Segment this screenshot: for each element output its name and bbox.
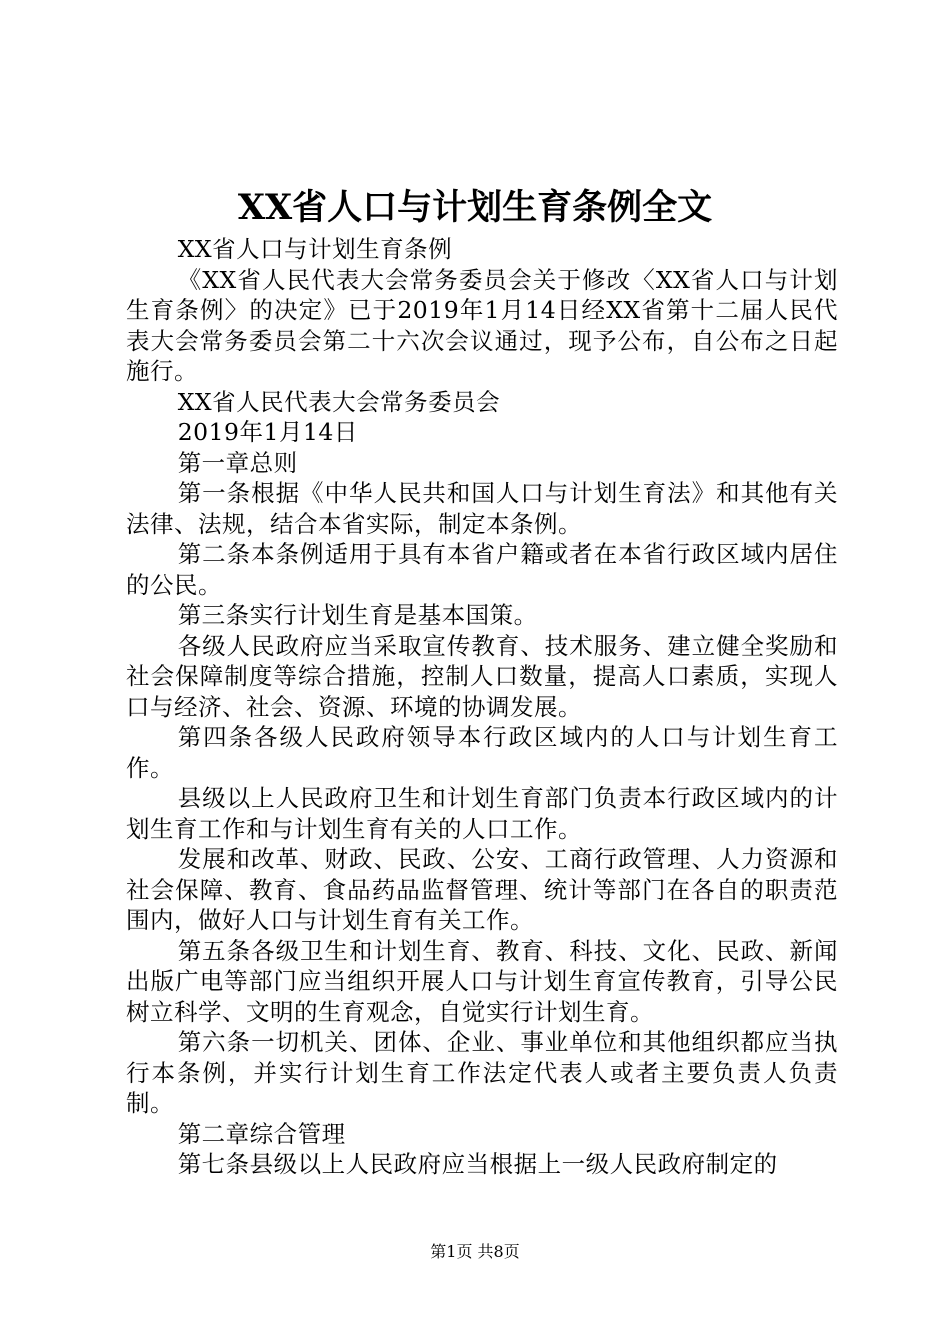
article-paragraph: 第三条实行计划生育是基本国策。 bbox=[177, 601, 538, 629]
document-title: XX省人口与计划生育条例全文 bbox=[237, 187, 713, 228]
paragraph-announcement: 《XX省人民代表大会常务委员会关于修改〈XX省人口与计划生育条例〉的决定》已于2019年1月14日经XX省第十二届人民代表大会常务委员会第二十六次会议通过，现予公布，自公布之日起施行。 bbox=[126, 265, 838, 385]
article-paragraph: 县级以上人民政府卫生和计划生育部门负责本行政区域内的计划生育工作和与计划生育有关的人口工作。 bbox=[126, 784, 838, 843]
article-paragraph: 第六条一切机关、团体、企业、事业单位和其他组织都应当执行本条例，并实行计划生育工作法定代表人或者主要负责人负责制。 bbox=[126, 1028, 838, 1117]
page-number-footer: 第1页 共8页 bbox=[430, 1242, 520, 1261]
paragraph-subtitle: XX省人口与计划生育条例 bbox=[177, 235, 453, 263]
article-paragraph: 第五条各级卫生和计划生育、教育、科技、文化、民政、新闻出版广电等部门应当组织开展人口与计划生育宣传教育，引导公民树立科学、文明的生育观念，自觉实行计划生育。 bbox=[126, 936, 838, 1026]
paragraph-issuer: XX省人民代表大会常务委员会 bbox=[177, 387, 501, 416]
article-paragraph: 第七条县级以上人民政府应当根据上一级人民政府制定的 bbox=[177, 1150, 778, 1178]
paragraph-date: 2019年1月14日 bbox=[177, 418, 358, 446]
article-paragraph: 各级人民政府应当采取宣传教育、技术服务、建立健全奖励和社会保障制度等综合措施，控制人口数量，提高人口素质，实现人口与经济、社会、资源、环境的协调发展。 bbox=[126, 631, 838, 721]
chapter-heading: 第一章总则 bbox=[177, 448, 298, 477]
article-paragraph: 第四条各级人民政府领导本行政区域内的人口与计划生育工作。 bbox=[126, 723, 838, 782]
article-paragraph: 发展和改革、财政、民政、公安、工商行政管理、人力资源和社会保障、教育、食品药品监督管理、统计等部门在各自的职责范围内，做好人口与计划生育有关工作。 bbox=[126, 845, 838, 934]
article-paragraph: 第二条本条例适用于具有本省户籍或者在本省行政区域内居住的公民。 bbox=[126, 540, 838, 599]
chapter-heading: 第二章综合管理 bbox=[177, 1119, 346, 1148]
article-paragraph: 第一条根据《中华人民共和国人口与计划生育法》和其他有关法律、法规，结合本省实际，制定本条例。 bbox=[126, 479, 838, 538]
document-body bbox=[126, 234, 838, 1180]
